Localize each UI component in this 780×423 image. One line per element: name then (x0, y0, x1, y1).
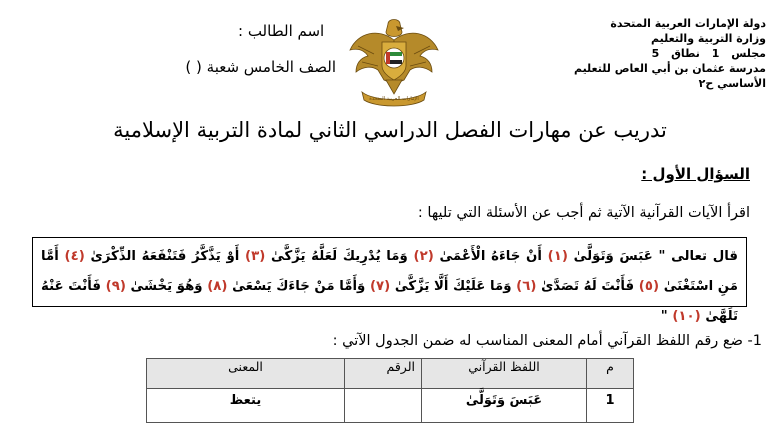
matching-table (146, 358, 634, 423)
table-header-row (147, 359, 634, 389)
row-num: 1 (587, 389, 634, 423)
row-index-answer[interactable] (345, 389, 422, 423)
student-name-label: اسم الطالب : (238, 22, 325, 40)
council-zone-line (566, 46, 766, 61)
header-num: م (587, 359, 634, 389)
verse-number: (٢) (413, 249, 434, 264)
zone-number: 5 (651, 47, 660, 60)
row-word: عَبَسَ وَتَوَلَّىٰ (422, 389, 587, 423)
verse-number: (٩) (105, 279, 126, 294)
school-header (566, 16, 766, 91)
zone-label: نطاق (671, 47, 700, 60)
verse-text: وَهُوَ يَخْشَىٰ (130, 279, 203, 294)
verse-number: (١) (547, 249, 568, 264)
country-name: دولة الإمارات العربية المتحدة (610, 17, 766, 30)
header-meaning: المعنى (147, 359, 345, 389)
verse-number: (٧) (369, 279, 391, 294)
verse-intro: قال تعالى " (658, 249, 738, 264)
verse-number: (٦) (516, 279, 537, 294)
section-blank[interactable]: ( ) (185, 58, 202, 76)
row-meaning: يتعظ (147, 389, 345, 423)
verse-number: (٨) (207, 279, 228, 294)
verse-text: أَوْ يَذَّكَّرُ فَتَنْفَعَهُ الذِّكْرَىٰ (90, 249, 240, 264)
student-class-line (76, 58, 336, 76)
verse-text: أَمَّا مَنِ اسْتَغْنَىٰ (41, 249, 738, 294)
verse-text: فَأَنْتَ عَنْهُ تَلَهَّىٰ (41, 279, 738, 324)
header-index: الرقم (345, 359, 422, 389)
question-heading: السؤال الأول : (641, 165, 750, 183)
worksheet-title: تدريب عن مهارات الفصل الدراسي الثاني لمادة التربية الإسلامية (113, 118, 667, 142)
verse-text: عَبَسَ وَتَوَلَّىٰ (573, 249, 653, 264)
verses-box (32, 237, 747, 324)
verse-text: أَنْ جَاءَهُ الْأَعْمَىٰ (439, 249, 542, 264)
ministry-name: وزارة التربية والتعليم (651, 32, 766, 45)
verse-text: وَمَا عَلَيْكَ أَلَّا يَزَّكَّىٰ (394, 279, 512, 294)
verse-text: فَأَنْتَ لَهُ تَصَدَّىٰ (541, 279, 635, 294)
verse-number: (٥) (638, 279, 660, 294)
verse-text: وَمَا يُدْرِيكَ لَعَلَّهُ يَزَّكَّىٰ (271, 249, 408, 264)
header-word: اللفظ القرآني (422, 359, 587, 389)
school-name: مدرسة عثمان بن أبي العاص للتعليم الأساسي ح٢ (573, 62, 766, 90)
verse-text: وَأَمَّا مَنْ جَاءَكَ يَسْعَىٰ (232, 279, 366, 294)
verse-number: (٣) (245, 249, 266, 264)
verse-number: (٤) (64, 249, 85, 264)
question-instruction: اقرأ الآيات القرآنية الآتية ثم أجب عن الأسئلة التي تليها : (417, 205, 750, 221)
uae-falcon-emblem-icon (344, 10, 444, 110)
task-instruction: 1- ضع رقم اللفظ القرآني أمام المعنى المناسب له ضمن الجدول الآتي : (332, 333, 762, 349)
council-label: مجلس (731, 47, 766, 60)
verse-outro: " (660, 309, 668, 324)
verse-number: (١٠) (672, 309, 701, 324)
class-label: الصف الخامس شعبة (206, 58, 336, 76)
council-number: 1 (711, 47, 720, 60)
table-row (147, 389, 634, 423)
emblem-caption: الإمارات العربية المتحدة (369, 96, 419, 102)
